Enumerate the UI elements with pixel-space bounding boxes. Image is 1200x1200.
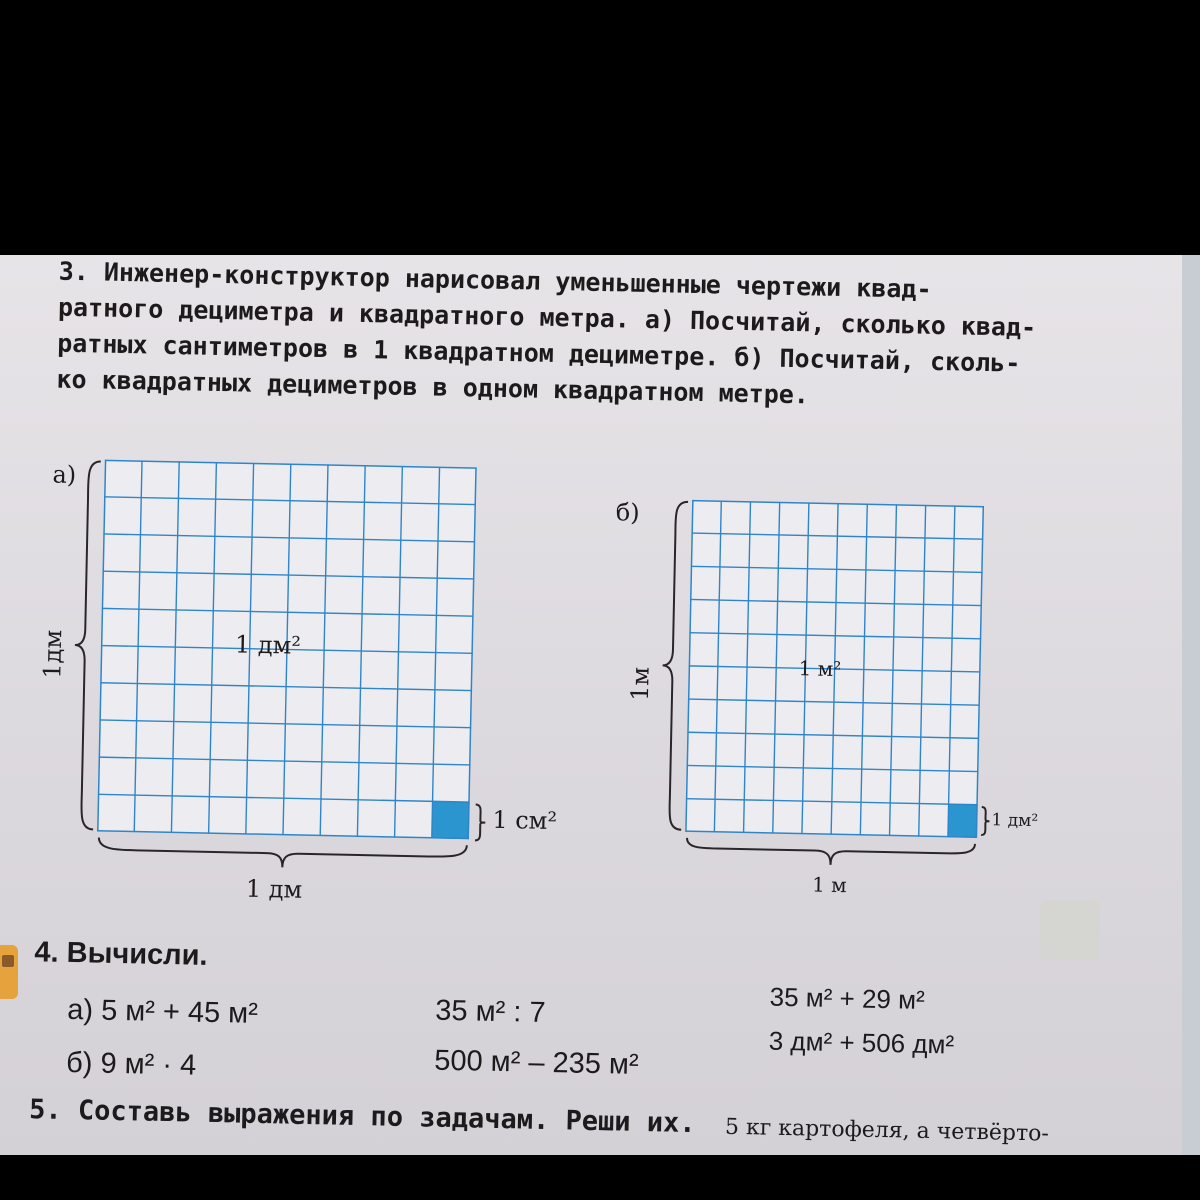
grid-b-filled-cell [948, 804, 978, 838]
figure-b-side-label: 1м [625, 666, 655, 702]
task4-item-c1: 35 м² : 7 [435, 994, 546, 1029]
task4-title: 4. Вычисли. [34, 936, 208, 972]
task4-item-c2: 500 м² – 235 м² [433, 1044, 639, 1081]
task3-line-1: 3. Инженер-конструктор нарисовал уменьшенные чертежи квад- [58, 256, 932, 304]
task4-item-d2: 3 дм² + 506 дм² [768, 1025, 955, 1060]
figure-b-cell-label: 1 дм² [991, 810, 1039, 832]
figure-a-cell-brace [473, 802, 488, 842]
task5-line: 5. Составь выражения по задачам. Реши их. [28, 1094, 696, 1140]
figure-a-cell-label: 1 см² [492, 805, 558, 836]
task3-line-2: ратного дециметра и квадратного метра. а) Посчитай, сколько квад- [57, 292, 1037, 343]
figure-b-bottom-label: 1 м [811, 872, 847, 898]
figure-b-letter: б) [615, 498, 640, 527]
figure-b-center-label: 1 м² [798, 656, 842, 682]
figure-a-center-label: 1 дм² [234, 630, 302, 660]
task4-item-b: б) 9 м² · 4 [65, 1046, 197, 1082]
task4-item-a: а) 5 м² + 45 м² [66, 993, 259, 1030]
task5-right-text: 5 кг картофеля, а четвёрто- [724, 1114, 1050, 1147]
figure-a-bottom-brace [96, 836, 469, 874]
figure-a-side-label: 1дм [38, 629, 68, 679]
figure-b-bottom-brace [684, 836, 977, 870]
figure-a-bottom-label: 1 дм [245, 874, 303, 904]
task3-line-4: ко квадратных дециметров в одном квадратном метре. [56, 364, 810, 410]
grid-a-filled-cell [432, 801, 470, 839]
task4-item-d1: 35 м² + 29 м² [769, 981, 925, 1015]
figure-a-letter: а) [52, 460, 77, 489]
figure-b-cell-brace [979, 805, 992, 837]
task3-line-3: ратных сантиметров в 1 квадратном дециметре. б) Посчитай, сколь- [56, 328, 1021, 378]
